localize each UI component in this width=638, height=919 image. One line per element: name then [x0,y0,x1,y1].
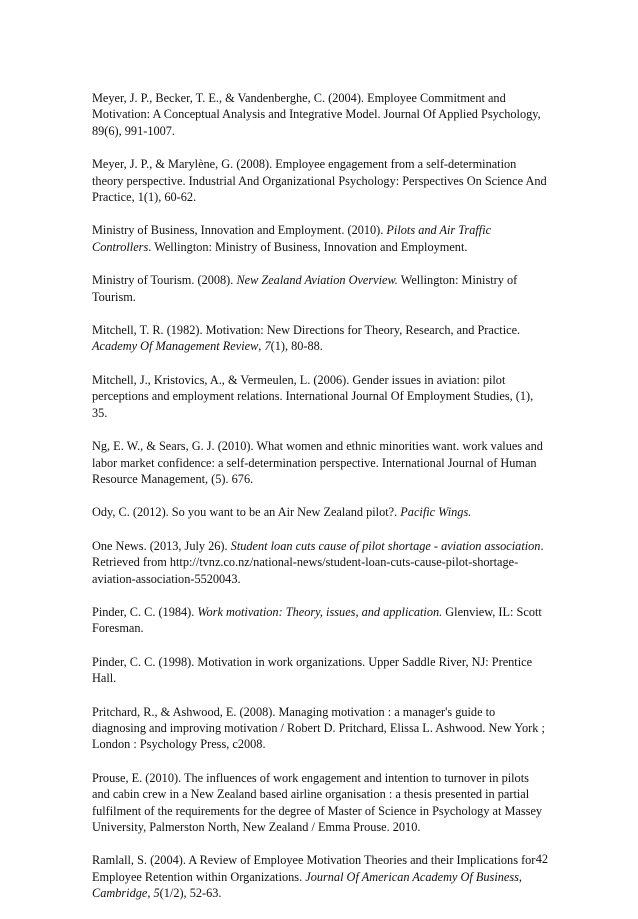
reference-text: Ng, E. W., & Sears, G. J. (2010). What women and ethnic minorities want. work values and labor market confidence: a self-determination perspective. International Journal of Human Resource Management, (5). 676. [92,439,543,486]
reference-text: Prouse, E. (2010). The influences of work engagement and intention to turnover in pilots and cabin crew in a New Zealand based airline organisation : a thesis presented in partial fulfilment of the requirements for the degree of Master of Science in Psychology at Massey University, Palmerston North, New Zealand / Emma Prouse. 2010. [92,770,543,834]
reference-entry [92,704,547,753]
reference-italic-text: 5 [153,886,160,901]
reference-entry [92,90,547,139]
reference-entry [92,222,547,255]
reference-text: Meyer, J. P., Becker, T. E., & Vandenberghe, C. (2004). Employee Commitment and Motivation: A Conceptual Analysis and Integrative Model. Journal Of Applied Psychology, 89(6), 991-1007. [92,91,541,138]
reference-entry [92,438,547,487]
reference-entry [92,322,547,355]
reference-text: , [147,886,154,901]
reference-text: . Retrieved from http://tvnz.co.nz/national-news/student-loan-cuts-cause-pilot-shortage-aviation-association-5520043. [92,538,544,586]
reference-entry [92,156,547,205]
reference-italic-text: Work motivation: Theory, issues, and application. [197,604,443,619]
reference-italic-text: New Zealand Aviation Overview. [236,273,398,288]
reference-italic-text: Student loan cuts cause of pilot shortage - aviation association [230,538,541,553]
reference-text: Mitchell, J., Kristovics, A., & Vermeulen, L. (2006). Gender issues in aviation: pilot perceptions and employment relations. International Journal Of Employment Studies, (1), 35. [92,372,534,420]
reference-italic-text: Academy Of Management Review [92,339,259,354]
reference-italic-text: Pacific Wings. [400,505,472,520]
reference-list [92,90,547,919]
reference-text: . Wellington: Ministry of Business, Innovation and Employment. [148,239,468,254]
reference-entry [92,604,547,637]
reference-text: , [258,339,265,354]
reference-text: Glenview, IL: Scott Foresman. [92,604,542,636]
reference-entry [92,770,547,836]
page-number: 42 [535,852,548,866]
reference-text: (1), 80-88. [270,339,323,354]
reference-text: Ramlall, S. (2004). A Review of Employee Motivation Theories and their Implications for Employee Retention within Organizations. [92,853,536,884]
reference-text: Ody, C. (2012). So you want to be an Air New Zealand pilot?. [92,505,401,520]
reference-text: Ministry of Business, Innovation and Employment. (2010). [92,223,387,238]
reference-entry [92,852,547,901]
reference-entry [92,654,547,687]
reference-text: (1/2), 52-63. [159,886,222,901]
reference-text: Mitchell, T. R. (1982). Motivation: New Directions for Theory, Research, and Practice. [92,323,521,338]
reference-italic-text: Pilots and Air Traffic Controllers [92,223,492,254]
reference-text: Wellington: Ministry of Tourism. [92,273,518,304]
reference-italic-text: Journal Of American Academy Of Business, Cambridge [92,869,522,901]
reference-entry [92,272,547,305]
reference-italic-text: 7 [264,339,271,354]
reference-entry [92,538,547,587]
reference-text: Pritchard, R., & Ashwood, E. (2008). Managing motivation : a manager's guide to diagnosing and improving motivation / Robert D. Pritchard, Elissa L. Ashwood. New York ; London : Psychology Press, c2008. [92,704,545,752]
reference-text: Pinder, C. C. (1984). [92,604,198,619]
reference-text: Pinder, C. C. (1998). Motivation in work organizations. Upper Saddle River, NJ: Prentice Hall. [92,654,533,686]
reference-text: One News. (2013, July 26). [92,538,231,553]
reference-entry [92,504,547,520]
reference-text: Ministry of Tourism. (2008). [92,273,237,288]
reference-entry [92,372,547,421]
reference-text: Meyer, J. P., & Marylène, G. (2008). Employee engagement from a self-determination theory perspective. Industrial And Organizational Psychology: Perspectives On Science And Practice, 1(1), 60-62. [92,157,547,205]
